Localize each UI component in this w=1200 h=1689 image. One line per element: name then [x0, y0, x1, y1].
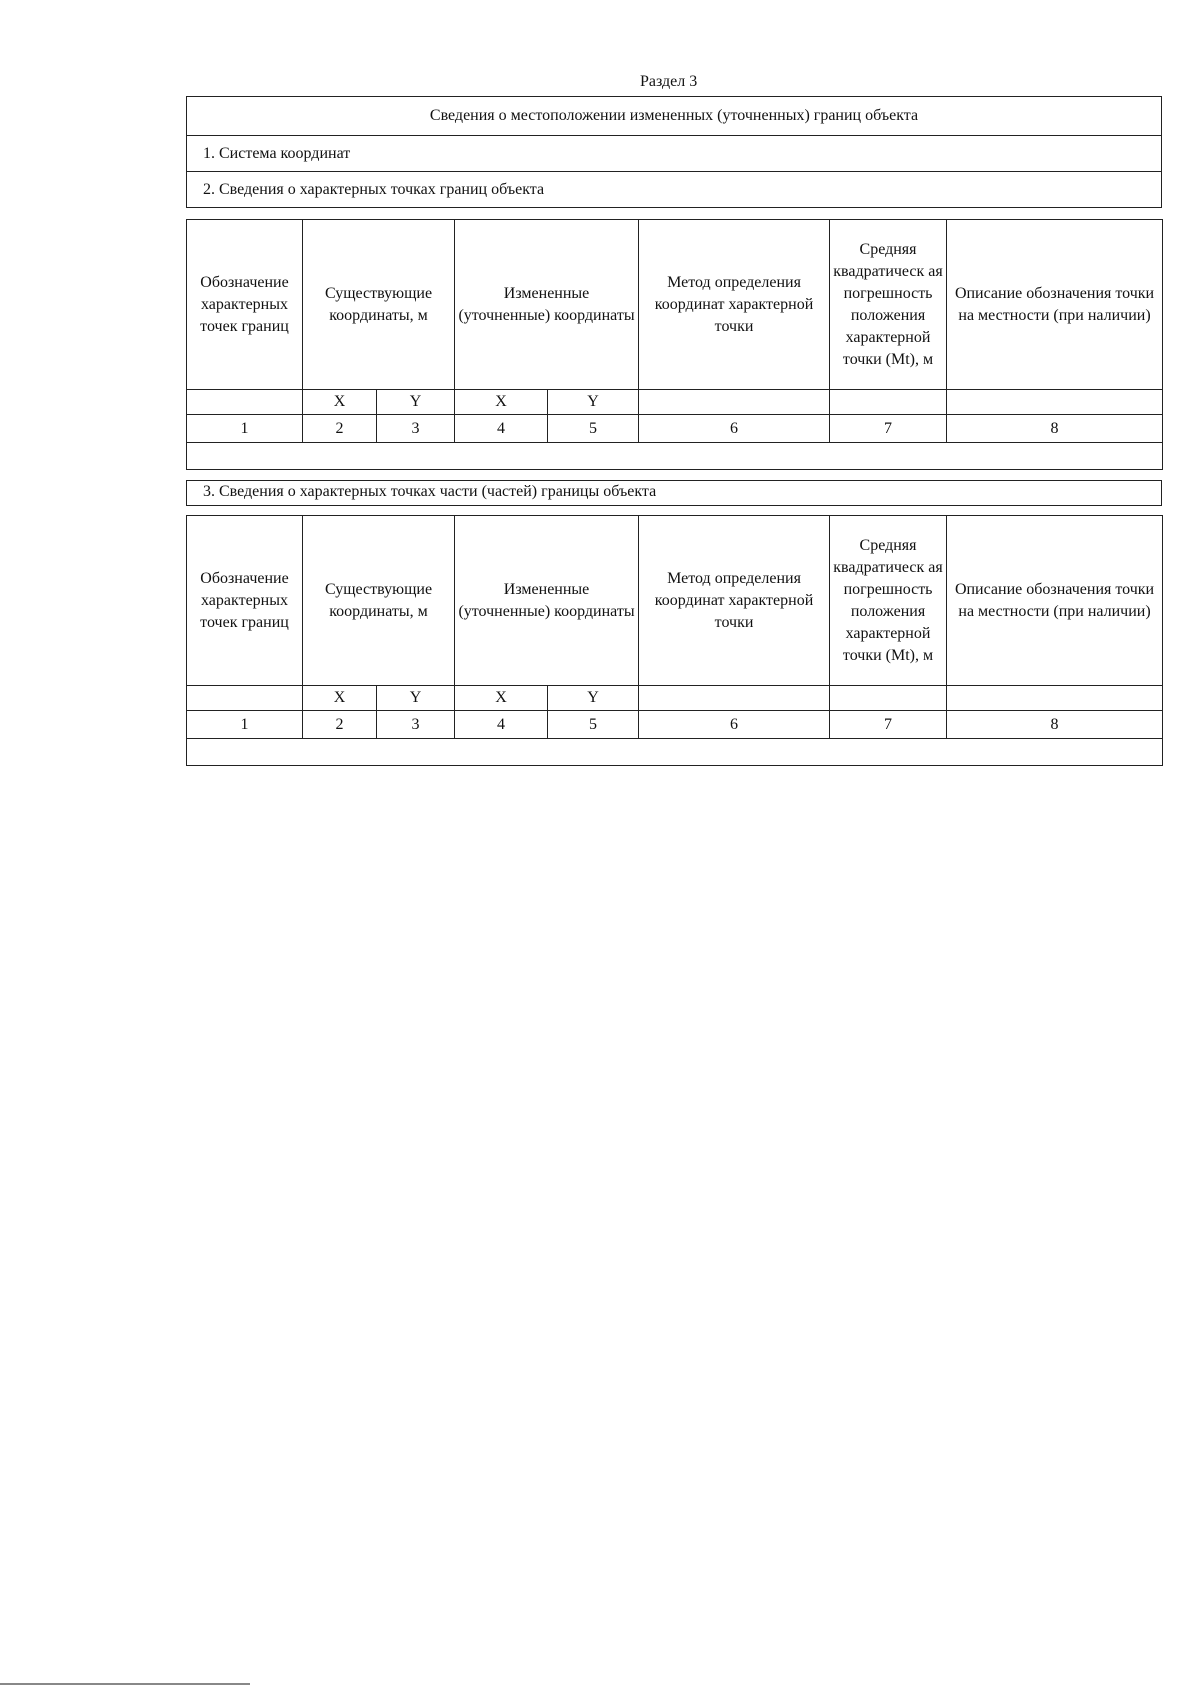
table-xy-row	[187, 390, 1163, 415]
y-label: Y	[548, 686, 639, 711]
scan-edge-line	[0, 1683, 250, 1685]
section-header-block	[186, 96, 1162, 208]
col-header-description: Описание обозначения точки на местности (при наличии)	[947, 220, 1163, 390]
col-header-changed-coords: Измененные (уточненные) координаты	[455, 220, 639, 390]
table-header-row	[187, 516, 1163, 686]
col-header-mean-error: Средняя квадратическ ая погрешность положения характерной точки (Mt), м	[830, 516, 947, 686]
empty-data-row	[187, 739, 1163, 766]
section-title: Раздел 3	[640, 73, 698, 90]
column-number: 3	[377, 415, 455, 443]
empty-data-row	[187, 443, 1163, 470]
boundary-points-heading: 2. Сведения о характерных точках границ объекта	[187, 171, 1161, 207]
column-number: 5	[548, 415, 639, 443]
part-boundary-points-table	[186, 515, 1163, 766]
table-xy-row	[187, 686, 1163, 711]
col-header-point-designation: Обозначение характерных точек границ	[187, 516, 303, 686]
col-header-method: Метод определения координат характерной точки	[639, 516, 830, 686]
col-header-point-designation: Обозначение характерных точек границ	[187, 220, 303, 390]
column-number: 4	[455, 415, 548, 443]
y-label: Y	[377, 390, 455, 415]
x-label: X	[303, 686, 377, 711]
column-number: 6	[639, 415, 830, 443]
table-header-row	[187, 220, 1163, 390]
column-number: 8	[947, 711, 1163, 739]
boundary-points-table	[186, 219, 1163, 470]
x-label: X	[455, 686, 548, 711]
column-number-row	[187, 415, 1163, 443]
column-number: 3	[377, 711, 455, 739]
col-header-description: Описание обозначения точки на местности (при наличии)	[947, 516, 1163, 686]
column-number: 5	[548, 711, 639, 739]
column-number: 4	[455, 711, 548, 739]
column-number: 2	[303, 711, 377, 739]
col-header-method: Метод определения координат характерной точки	[639, 220, 830, 390]
section-header-title: Сведения о местоположении измененных (уточненных) границ объекта	[429, 107, 919, 124]
x-label: X	[303, 390, 377, 415]
col-header-existing-coords: Существующие координаты, м	[303, 516, 455, 686]
x-label: X	[455, 390, 548, 415]
col-header-existing-coords: Существующие координаты, м	[303, 220, 455, 390]
coordinate-system-row: 1. Система координат	[187, 135, 1161, 171]
column-number: 1	[187, 711, 303, 739]
column-number-row	[187, 711, 1163, 739]
col-header-changed-coords: Измененные (уточненные) координаты	[455, 516, 639, 686]
column-number: 8	[947, 415, 1163, 443]
part-boundary-points-heading: 3. Сведения о характерных точках части (частей) границы объекта	[186, 480, 1162, 506]
column-number: 6	[639, 711, 830, 739]
column-number: 2	[303, 415, 377, 443]
column-number: 7	[830, 711, 947, 739]
y-label: Y	[377, 686, 455, 711]
column-number: 7	[830, 415, 947, 443]
col-header-mean-error: Средняя квадратическ ая погрешность положения характерной точки (Mt), м	[830, 220, 947, 390]
y-label: Y	[548, 390, 639, 415]
column-number: 1	[187, 415, 303, 443]
